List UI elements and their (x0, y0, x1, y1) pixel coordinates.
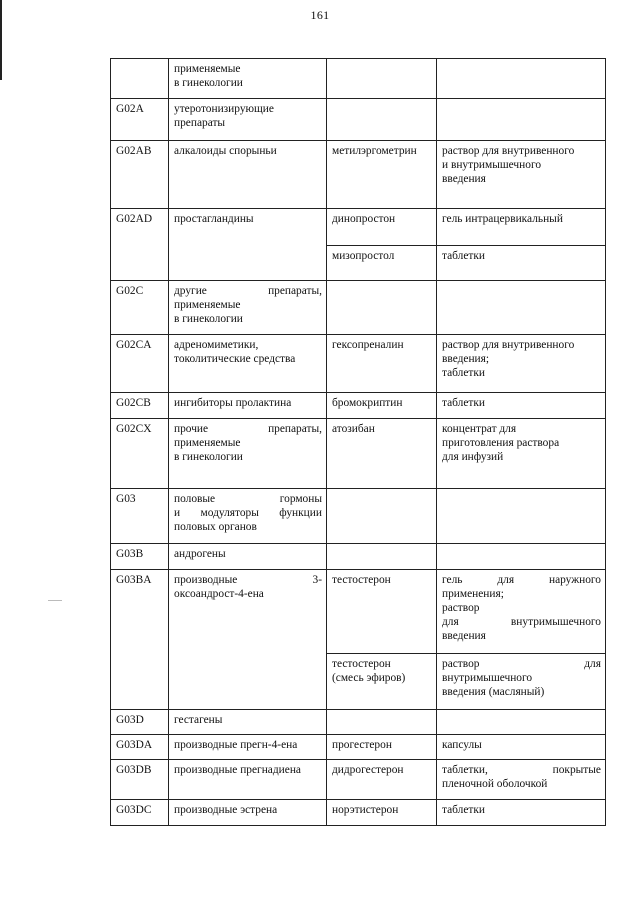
inn-cell: атозибан (327, 419, 437, 489)
table-row (111, 393, 606, 419)
dosage-form-cell (437, 570, 606, 654)
inn-cell: динопростон (327, 209, 437, 246)
dosage-form-cell: таблетки (437, 800, 606, 826)
atc-code-cell: G03DC (111, 800, 169, 826)
group-name-cell: адреномиметики, токолитические средства (169, 335, 327, 393)
dosage-form-cell (437, 281, 606, 335)
group-name-cell: простагландины (169, 209, 327, 281)
group-name-cell (169, 281, 327, 335)
atc-code-cell: G02A (111, 99, 169, 141)
group-name-cell (169, 570, 327, 710)
dosage-form-cell (437, 99, 606, 141)
table-row (111, 99, 606, 141)
dosage-form-cell: раствор для внутривенного введения; таблетки (437, 335, 606, 393)
dosage-form-mid: применения; раствор (442, 588, 504, 614)
group-name-cell (169, 419, 327, 489)
table-row (111, 335, 606, 393)
table-row (111, 141, 606, 209)
group-name-cell: утеротонизирующие препараты (169, 99, 327, 141)
group-name-cell: производные прегнадиена (169, 760, 327, 800)
dosage-form-rest: введения (442, 630, 486, 642)
justified-line: прочие препараты, (174, 423, 322, 435)
atc-drug-table (110, 58, 606, 826)
atc-code-cell: G02C (111, 281, 169, 335)
atc-code-cell: G03B (111, 544, 169, 570)
justified-line: производные 3- (174, 574, 322, 586)
atc-code-cell: G02AB (111, 141, 169, 209)
table-row (111, 800, 606, 826)
justified-line: таблетки, покрытые (442, 764, 601, 776)
dosage-form-cell (437, 710, 606, 735)
table-row (111, 209, 606, 246)
dosage-form-cell (437, 489, 606, 544)
table-row (111, 544, 606, 570)
atc-code-cell: G02CA (111, 335, 169, 393)
group-name-rest: применяемые в гинекологии (174, 299, 243, 325)
table-row (111, 570, 606, 654)
atc-code-cell: G03 (111, 489, 169, 544)
group-name-cell: применяемые в гинекологии (169, 59, 327, 99)
dosage-form-cell: таблетки (437, 246, 606, 281)
justified-line: другие препараты, (174, 285, 322, 297)
justified-line: и модуляторы функции (174, 507, 322, 519)
table-row (111, 710, 606, 735)
inn-cell (327, 489, 437, 544)
dosage-form-cell: гель интрацервикальный (437, 209, 606, 246)
scan-artifact (48, 600, 62, 601)
justified-line: гель для наружного (442, 574, 601, 586)
inn-cell (327, 99, 437, 141)
table-row (111, 281, 606, 335)
atc-code-cell: G02CX (111, 419, 169, 489)
dosage-form-cell: капсулы (437, 735, 606, 760)
dosage-form-cell (437, 760, 606, 800)
dosage-form-cell (437, 59, 606, 99)
atc-code-cell: G03DB (111, 760, 169, 800)
group-name-cell: производные прегн-4-ена (169, 735, 327, 760)
dosage-form-cell: раствор для внутривенного и внутримышечного введения (437, 141, 606, 209)
group-name-cell: алкалоиды спорыньи (169, 141, 327, 209)
inn-cell: мизопростол (327, 246, 437, 281)
group-name-rest: применяемые в гинекологии (174, 437, 243, 463)
dosage-form-cell (437, 654, 606, 710)
inn-cell: тестостерон (327, 570, 437, 654)
inn-cell (327, 544, 437, 570)
dosage-form-cell: таблетки (437, 393, 606, 419)
justified-line: половые гормоны (174, 493, 322, 505)
inn-cell (327, 281, 437, 335)
atc-code-cell: G03BA (111, 570, 169, 710)
page-number: 161 (310, 8, 330, 22)
group-name-cell: производные эстрена (169, 800, 327, 826)
atc-code-cell: G02CB (111, 393, 169, 419)
group-name-rest: оксоандрост-4-ена (174, 588, 264, 600)
group-name-cell: ингибиторы пролактина (169, 393, 327, 419)
table-row (111, 760, 606, 800)
atc-code-cell (111, 59, 169, 99)
atc-code-cell: G02AD (111, 209, 169, 281)
inn-cell: метилэргометрин (327, 141, 437, 209)
dosage-form-cell: концентрат для приготовления раствора для инфузий (437, 419, 606, 489)
inn-cell: тестостерон (смесь эфиров) (327, 654, 437, 710)
justified-line: раствор для (442, 658, 601, 670)
table-row (111, 735, 606, 760)
dosage-form-rest: внутримышечного введения (масляный) (442, 672, 545, 698)
inn-cell (327, 710, 437, 735)
group-name-cell: андрогены (169, 544, 327, 570)
table-row (111, 59, 606, 99)
inn-cell: гексопреналин (327, 335, 437, 393)
inn-cell: норэтистерон (327, 800, 437, 826)
inn-cell: прогестерон (327, 735, 437, 760)
inn-cell: дидрогестерон (327, 760, 437, 800)
group-name-cell (169, 489, 327, 544)
inn-cell (327, 59, 437, 99)
atc-code-cell: G03DA (111, 735, 169, 760)
group-name-cell: гестагены (169, 710, 327, 735)
table-row (111, 489, 606, 544)
atc-code-cell: G03D (111, 710, 169, 735)
table-row (111, 419, 606, 489)
justified-line: для внутримышечного (442, 616, 601, 628)
dosage-form-cell (437, 544, 606, 570)
inn-cell: бромокриптин (327, 393, 437, 419)
group-name-rest: половых органов (174, 521, 257, 533)
dosage-form-rest: пленочной оболочкой (442, 778, 548, 790)
